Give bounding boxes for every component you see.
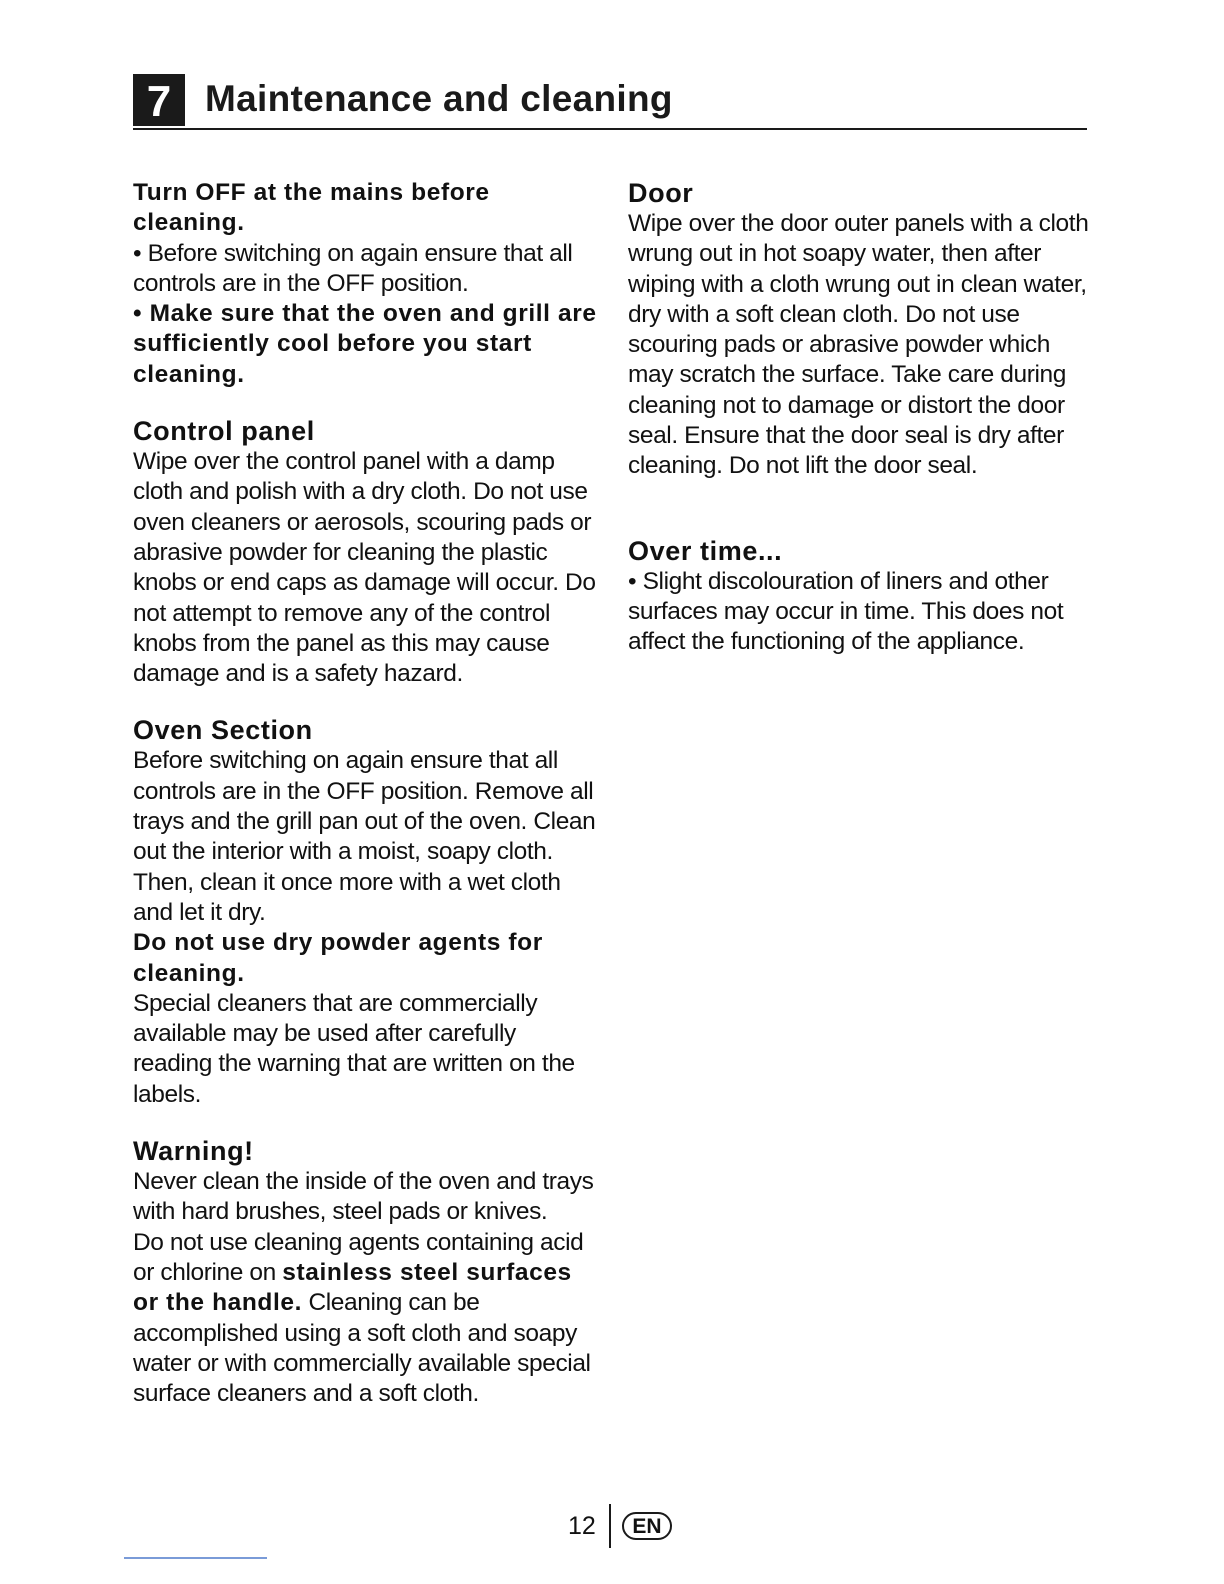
left-column bbox=[133, 178, 601, 1409]
door-body: Wipe over the door outer panels with a cloth wrung out in hot soapy water, then after wiping with a cloth wrung out in clean water, dry with a soft clean cloth. Do not use scouring pads or abrasive powder which may scratch the surface. Take care during cleaning not to damage or distort the door seal. Ensure that the door seal is dry after cleaning. Do not lift the door seal. bbox=[628, 210, 1089, 480]
oven-section-heading: Oven Section bbox=[133, 715, 313, 746]
control-panel-heading: Control panel bbox=[133, 416, 315, 447]
chapter-number-badge: 7 bbox=[133, 74, 185, 126]
control-panel-body: Wipe over the control panel with a damp cloth and polish with a dry cloth. Do not use oven cleaners or aerosols, scouring pads or abrasive powder for cleaning the plastic knobs or end caps as damage will occur. Do not attempt to remove any of the control knobs from the panel as this may cause damage and is a safety hazard. bbox=[133, 448, 596, 688]
intro-bullet-2: • Make sure that the oven and grill are sufficiently cool before you start cleaning. bbox=[133, 300, 597, 388]
footer-divider bbox=[609, 1504, 611, 1548]
warning-heading: Warning! bbox=[133, 1136, 254, 1167]
warning-body-2-bold: stainless steel surfaces or the handle. bbox=[133, 1258, 572, 1317]
right-column bbox=[628, 178, 1096, 658]
warning-body-2 bbox=[133, 1228, 601, 1410]
chapter-title: Maintenance and cleaning bbox=[205, 78, 673, 119]
language-badge: EN bbox=[622, 1512, 672, 1540]
intro-bullet-1: • Before switching on again ensure that all controls are in the OFF position. bbox=[133, 239, 573, 297]
over-time-body: • Slight discolouration of liners and other surfaces may occur in time. This does not affect the functioning of the appliance. bbox=[628, 567, 1064, 656]
door-heading: Door bbox=[628, 178, 694, 208]
page-number: 12 bbox=[568, 1512, 596, 1540]
warning-body-2-start: Do not use cleaning agents containing acid or chlorine on bbox=[133, 1228, 584, 1286]
chapter-header bbox=[133, 74, 1087, 130]
oven-section-note: Do not use dry powder agents for cleaning. bbox=[133, 929, 543, 987]
over-time-heading: Over time... bbox=[628, 535, 783, 566]
oven-section-body-2: Special cleaners that are commercially available may be used after carefully reading the warning that are written on the labels. bbox=[133, 989, 575, 1108]
intro-heading: Turn OFF at the mains before cleaning. bbox=[133, 179, 490, 237]
warning-body: Never clean the inside of the oven and trays with hard brushes, steel pads or knives. bbox=[133, 1168, 594, 1226]
oven-section-body: Before switching on again ensure that all controls are in the OFF position. Remove all trays and the grill pan out of the oven. Clean out the interior with a moist, soapy cloth. Then, clean it once more with a wet cloth and let it dry. bbox=[133, 747, 596, 926]
scan-artifact-line bbox=[124, 1557, 267, 1559]
warning-body-2-end: Cleaning can be accomplished using a soft cloth and soapy water or with commercially available special surface cleaners and a soft cloth. bbox=[133, 1289, 591, 1408]
